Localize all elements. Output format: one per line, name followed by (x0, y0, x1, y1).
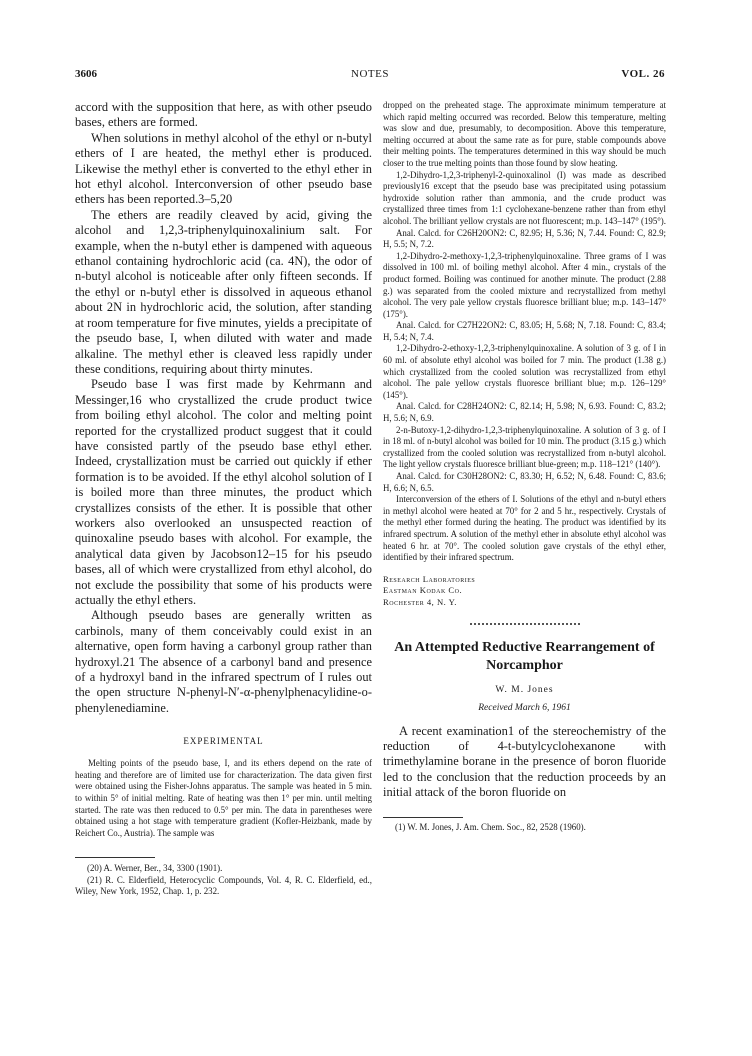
footnotes-left (75, 863, 372, 897)
affiliation-line: Eastman Kodak Co. (383, 585, 463, 596)
paragraph: 1,2-Dihydro-2-ethoxy-1,2,3-triphenylquinoxaline. A solution of 3 g. of I in 60 ml. of absolute ethyl alcohol was boiled for 7 min. The product (1.38 g.) which crystallized from the cooled solution was recrystallized from ethyl alcohol. The pale yellow crystals fluoresce brilliant blue; m.p. 126–129° (145°). (383, 343, 666, 400)
analysis-line: Anal. Calcd. for C27H22ON2: C, 83.05; H, 5.68; N, 7.18. Found: C, 83.4; H, 5.4; N, 7.4. (383, 320, 666, 342)
paragraph: 1,2-Dihydro-2-methoxy-1,2,3-triphenylquinoxaline. Three grams of I was dissolved in 100 ml. of boiling methyl alcohol. After 4 min., crystals of the product formed. Boiling was continued for another minute. The product (2.88 g.) was separated from the cooled mixture and recrystallized from methyl alcohol. The very pale yellow crystals fluoresce brilliant blue; m.p. 143–147° (175°). (383, 250, 666, 319)
affiliation-line: Research Laboratories (383, 573, 476, 584)
page-header (75, 68, 665, 84)
article-author: W. M. Jones (495, 684, 554, 695)
experimental-heading: EXPERIMENTAL (183, 736, 264, 747)
volume-label: VOL. 26 (621, 68, 665, 80)
paragraph: Although pseudo bases are generally written as carbinols, many of them conceivably could exist in an alternative, open form having a carbonyl group rather than hydroxyl.21 The absence of a carbonyl band and presence of a hydroxyl band in the infrared spectrum of I rules out the open structure N-phenyl-N′-α-phenylphenacylidine-o-phenylenediamine. (75, 608, 372, 715)
left-column (75, 100, 372, 898)
footnote-divider (383, 817, 463, 818)
footnote: (20) A. Werner, Ber., 34, 3300 (1901). (87, 863, 223, 874)
paragraph: dropped on the preheated stage. The approximate minimum temperature at which rapid melting occurred was recorded. Below this temperature, melting was slow and due, presumably, to decomposition. Above this temperature, melting occurred at about the same rate as for pure, stable compounds above their melting points. The temperatures determined in this way should be much closer to the true melting points than those found by slow heating. (383, 100, 666, 168)
affiliation (383, 574, 666, 609)
experimental-text (75, 758, 372, 839)
section-title: NOTES (351, 68, 389, 80)
paragraph: When solutions in methyl alcohol of the ethyl or n-butyl ethers of I are heated, the methyl ether is produced. Likewise the methyl ether is converted to the ethyl ether in hot ethyl alcohol. Interconversion of other pseudo base ethers has been reported.3–5,20 (75, 130, 372, 207)
paragraph: accord with the supposition that here, as with other pseudo bases, ethers are formed. (75, 100, 372, 130)
footnote: (1) W. M. Jones, J. Am. Chem. Soc., 82, 2528 (1960). (395, 821, 586, 832)
paragraph: 2-n-Butoxy-1,2-dihydro-1,2,3-triphenylquinoxaline. A solution of 3 g. of I in 18 ml. of n-butyl alcohol was boiled for 10 min. The product (3.15 g.) which crystallized from the cooled solution was recrystallized from n-butyl alcohol. The light yellow crystals fluoresce brilliant blue-green; m.p. 118–121° (140°). (383, 424, 666, 470)
affiliation-line: Rochester 4, N. Y. (383, 596, 457, 607)
analysis-line: Anal. Calcd. for C28H24ON2: C, 82.14; H, 5.98; N, 6.93. Found: C, 83.2; H, 5.6; N, 6.9. (383, 401, 666, 424)
paragraph: Pseudo base I was first made by Kehrmann and Messinger,16 who crystallized the crude product twice from boiling ethyl alcohol. The color and melting point reported for the crystallized product suggest that it could have consisted partly of the pseudo base ethyl ether. Indeed, crystallization must be carried out quickly if ether formation is to be avoided. If the ethyl alcohol solution of I is boiled more than three minutes, the product which crystallizes consists of the ether. It is possible that other workers also overlooked an unsuspected reaction of quinoxaline pseudo bases with alcohol. For example, the analytical data given by Jacobson12–15 for his pseudo bases, all of which were crystallized from ethyl alcohol, do not exclude the possibility that some of his products were actually the ethyl ethers. (75, 377, 372, 607)
experimental-text-continued (383, 100, 666, 564)
paragraph: A recent examination1 of the stereochemistry of the reduction of 4-t-butylcyclohexanone with trimethylamine borane in the presence of boron fluoride led to the conclusion that the reduction proceeds by an initial attack of the boron fluoride on (383, 723, 666, 800)
footnote: (21) R. C. Elderfield, Heterocyclic Compounds, Vol. 4, R. C. Elderfield, ed., Wiley, New York, 1952, Chap. 1, p. 232. (75, 874, 372, 897)
article-separator (470, 623, 580, 625)
footnotes-right (383, 822, 666, 833)
article-intro (383, 724, 666, 801)
paragraph: Melting points of the pseudo base, I, and its ethers depend on the rate of heating and therefore are of limited use for characterization. The data given first were obtained using the Fisher-Johns apparatus. The sample was heated in 5 min. to within 5° of initial melting. Rate of heating was then 1° per min. until melting started. The rate was then reduced to 0.5° per min. The data in parentheses were obtained using a hot stage with temperature gradient (Kofler-Heizbank, made by Reichert Co., Austria). The sample was (75, 758, 372, 838)
page-number: 3606 (75, 68, 97, 80)
footnote-divider (75, 857, 155, 858)
article-title: An Attempted Reductive Rearrangement of Norcamphor (394, 639, 655, 673)
paragraph: Interconversion of the ethers of I. Solutions of the ethyl and n-butyl ethers in methyl alcohol were heated at 70° for 2 and 5 hr., respectively. Crystals of the methyl ether formed during the heating. The product was identified by its infrared spectrum. A solution of the methyl ether in absolute ethyl alcohol was heated 6 hr. at 70°. The cooled solution gave crystals of the ethyl ether, identified by their infrared spectrum. (383, 494, 666, 563)
paragraph: The ethers are readily cleaved by acid, giving the alcohol and 1,2,3-triphenylquinoxalinium salt. For example, when the n-butyl ether is dampened with aqueous ethanol containing hydrochloric acid (ca. 4N), the odor of n-butyl alcohol is noticeable after only fifteen seconds. If the ethyl or n-butyl ether is dissolved in aqueous ethanol about 2N in hydrochloric acid, the solution, after standing at room temperature for five minutes, yields a precipitate of the pseudo base, I, when diluted with water and made alkaline. The methyl ether is cleaved less rapidly under these conditions, requiring about thirty minutes. (75, 207, 372, 376)
analysis-line: Anal. Calcd. for C26H20ON2: C, 82.95; H, 5.36; N, 7.44. Found: C, 82.9; H, 5.5; N, 7.2. (383, 227, 666, 250)
body-text-left (75, 100, 372, 716)
analysis-line: Anal. Calcd. for C30H28ON2: C, 83.30; H, 6.52; N, 6.48. Found: C, 83.6; H, 6.6; N, 6.5. (383, 471, 666, 493)
right-column (383, 100, 666, 833)
paragraph: 1,2-Dihydro-1,2,3-triphenyl-2-quinoxalinol (I) was made as described previously16 except that the pseudo base was precipitated using potassium hydroxide solution rather than ammonia, and the crude product was crystallized three times from 1:1 cyclohexane-benzene rather than from ethyl alcohol. The brilliant yellow crystals are not fluorescent; m.p. 143–147° (195°). (383, 169, 666, 226)
received-date: Received March 6, 1961 (478, 702, 571, 713)
